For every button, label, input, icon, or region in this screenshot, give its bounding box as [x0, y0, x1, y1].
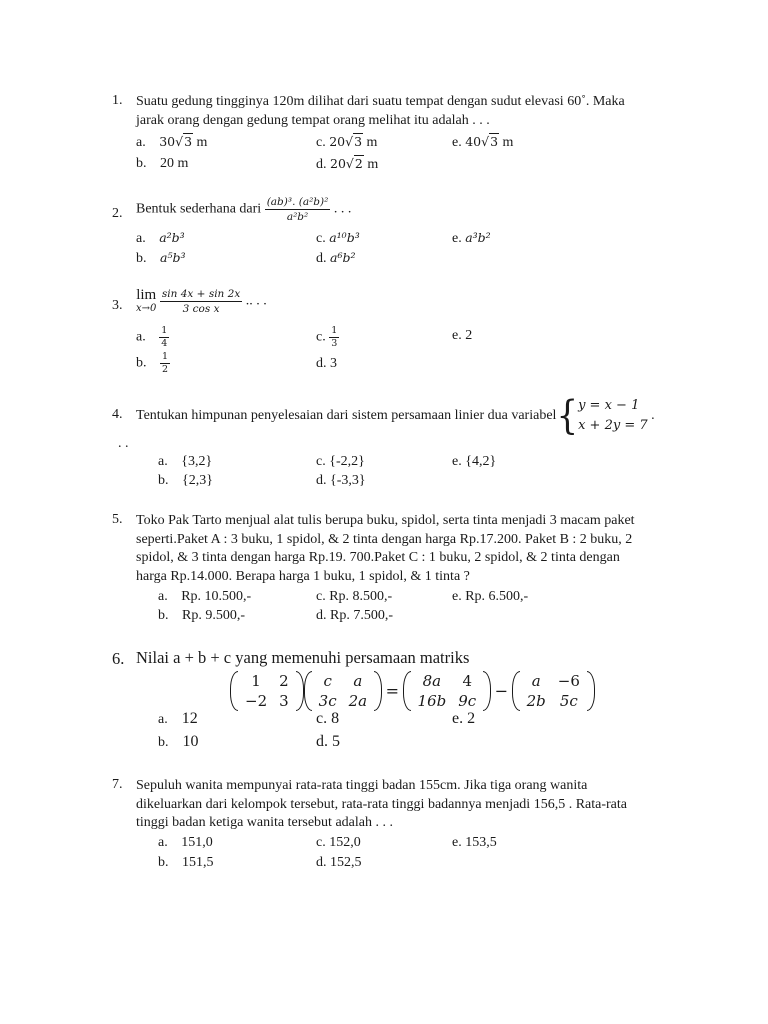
option-e: e. 2: [452, 328, 473, 343]
option-b: b. $\frac{1}{2}$: [136, 351, 169, 375]
limit: lim x→0: [136, 287, 157, 314]
question-text-line: seperti.Paket A : 3 buku, 1 spidol, & 2 tinta dengan harga Rp.17.200. Paket B : 2 buku, 2: [136, 531, 633, 547]
option-c: c. Rp. 8.500,-: [316, 589, 393, 604]
question-text-line: Suatu gedung tingginya 120m dilihat dari suatu tempat dengan sudut elevasi 60˚. Maka: [136, 94, 625, 109]
option-c: c. 8: [316, 710, 340, 727]
option-d: d. 5: [316, 733, 340, 750]
option-d: d. {-3,3}: [316, 473, 366, 488]
question-4: [112, 393, 688, 494]
question-text-line: Sepuluh wanita mempunyai rata-rata tinggi badan 155cm. Jika tiga orang wanita: [136, 778, 588, 793]
question-text-line: dikeluarkan dari kelompok tersebut, rata-rata tinggi badannya menjadi 156,5 . Rata-rata: [136, 796, 627, 812]
option-a: a. a²b³: [136, 230, 185, 246]
question-1: [112, 93, 688, 183]
option-e: e. 153,5: [452, 835, 497, 850]
question-text-line: tinggi badan ketiga wanita tersebut adalah . . .: [136, 815, 393, 830]
question-number: 2.: [112, 206, 123, 221]
option-b: b. Rp. 9.500,-: [158, 608, 245, 623]
option-e: e. {4,2}: [452, 454, 497, 469]
option-d: d. a⁶b²: [316, 250, 356, 266]
question-number: 7.: [112, 777, 123, 792]
option-e: e. Rp. 6.500,-: [452, 589, 529, 604]
matrix-equation: 1 2 −2 3 c a 3c 2a = 8a 4 16b 9c − a −6 2b 5c: [230, 671, 595, 711]
question-text: [136, 93, 688, 130]
option-c: c. 152,0: [316, 835, 361, 850]
question-2: [112, 196, 688, 272]
question-text: [136, 512, 688, 586]
option-c: c. a¹⁰b³: [316, 230, 360, 246]
question-text-continuation: . .: [118, 436, 129, 451]
option-c: c. {-2,2}: [316, 454, 365, 469]
question-text: [136, 777, 688, 833]
question-5: [112, 512, 688, 628]
option-a: a. {3,2}: [158, 454, 213, 469]
option-a: a. $\frac{1}{4}$: [136, 325, 168, 349]
matrix: c a 3c 2a: [304, 671, 382, 711]
question-7: [112, 777, 688, 877]
option-e: e. 2: [452, 710, 476, 727]
question-number: 6.: [112, 649, 125, 668]
question-number: 1.: [112, 93, 123, 108]
matrix: a −6 2b 5c: [512, 671, 595, 711]
option-b: b. a⁵b³: [136, 250, 186, 266]
option-b: b. 20 m: [136, 156, 189, 171]
matrix: 8a 4 16b 9c: [403, 671, 492, 711]
option-c: c. 20√3 m: [316, 134, 378, 150]
question-6: [112, 649, 688, 754]
left-brace: {: [556, 393, 579, 439]
question-text: lim x→0 $\frac{\sin 4x + \sin 2x}{\text{3 cos x}}$ .. . .: [136, 287, 267, 315]
question-3: [112, 288, 688, 378]
fraction: $\frac{\text{(ab)³. (a²b)²}}{\text{a²b²}}$: [266, 196, 329, 223]
question-text-line: Toko Pak Tarto menjual alat tulis berupa buku, spidol, serta tinta menjadi 3 macam paket: [136, 513, 635, 528]
option-d: d. 3: [316, 356, 337, 371]
question-number: 3.: [112, 298, 123, 313]
question-text-line: jarak orang dengan gedung tempat orang melihat itu adalah . . .: [136, 112, 490, 128]
option-a: a. 12: [158, 710, 198, 727]
question-text-line: harga Rp.14.000. Berapa harga 1 buku, 1 spidol, & 1 tinta ?: [136, 568, 470, 584]
option-c: c. $\frac{1}{3}$: [316, 325, 338, 349]
option-d: d. 20√2 m: [316, 156, 379, 172]
question-text: Bentuk sederhana dari $\frac{\text{(ab)³. (a²b)²}}{\text{a²b²}}$ . . .: [136, 196, 352, 223]
option-d: d. 152,5: [316, 855, 362, 870]
option-d: d. Rp. 7.500,-: [316, 608, 393, 623]
option-a: a. Rp. 10.500,-: [158, 589, 252, 604]
option-a: a. 151,0: [158, 835, 213, 850]
option-e: e. 40√3 m: [452, 134, 514, 150]
option-b: b. 10: [158, 733, 199, 750]
fraction: $\frac{\sin 4x + \sin 2x}{\text{3 cos x}}$: [161, 288, 241, 315]
question-number: 4.: [112, 407, 123, 422]
question-text: Tentukan himpunan penyelesaian dari sistem persamaan linier dua variabel{ y = x − 1 x + 2y = 7 .: [136, 393, 655, 439]
question-number: 5.: [112, 512, 123, 527]
matrix: 1 2 −2 3: [230, 671, 304, 711]
option-a: a. 30√3 m: [136, 134, 208, 150]
option-b: b. {2,3}: [158, 473, 213, 488]
option-e: e. a³b²: [452, 230, 491, 246]
question-text: Nilai a + b + c yang memenuhi persamaan matriks: [136, 648, 470, 667]
question-text-line: spidol, & 3 tinta dengan harga Rp.19. 700.Paket C : 1 buku, 2 spidol, & 2 tinta dengan: [136, 550, 620, 565]
equation-system: y = x − 1 x + 2y = 7: [578, 398, 648, 433]
option-b: b. 151,5: [158, 855, 214, 870]
